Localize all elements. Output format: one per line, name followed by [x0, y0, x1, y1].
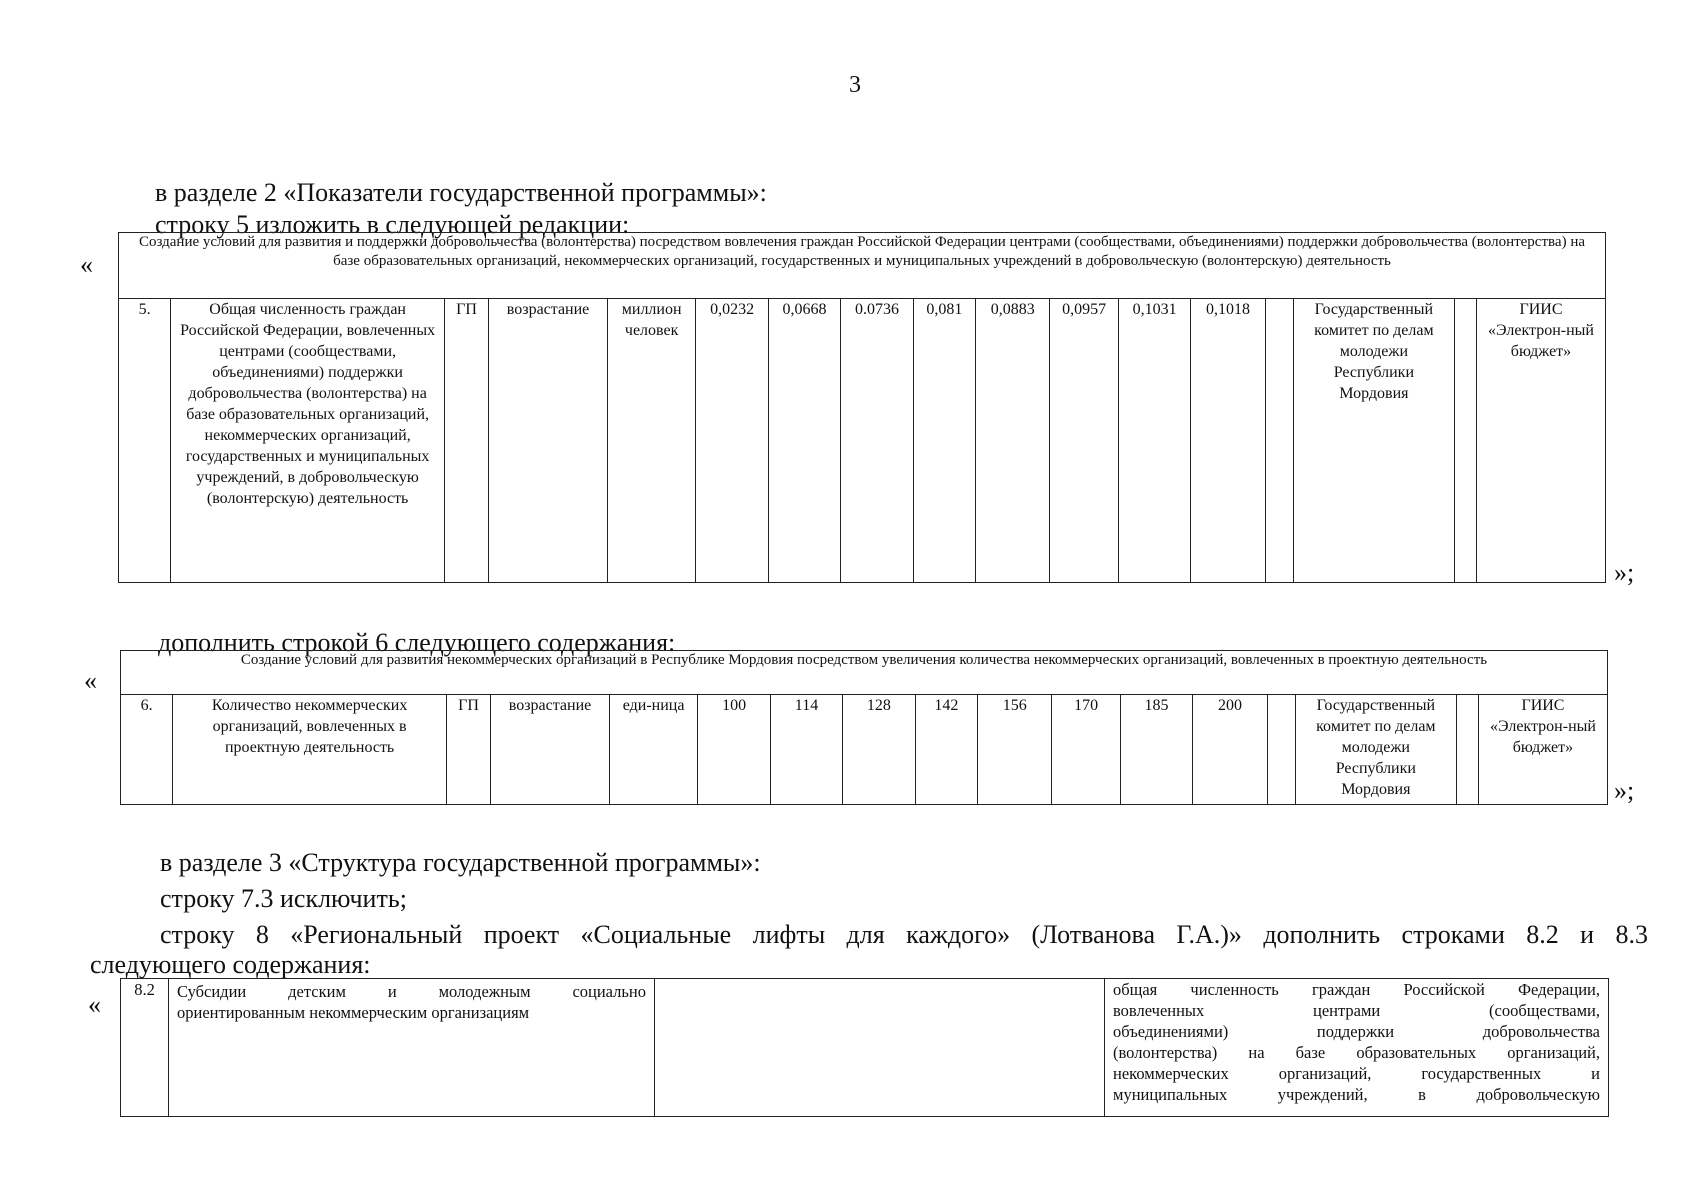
- table1-value: 0,0232: [696, 299, 768, 583]
- table1-responsible: Государственный комитет по делам молодежи Республики Мордовия: [1293, 299, 1454, 583]
- row73-instruction: строку 7.3 исключить;: [160, 884, 407, 913]
- table2-trend: возрастание: [491, 695, 610, 805]
- table2-value: 128: [843, 695, 915, 805]
- page-number: 3: [849, 72, 861, 98]
- structure-table-row82: [120, 978, 1609, 1117]
- table2-value: 142: [915, 695, 977, 805]
- table2-unit: еди-ница: [609, 695, 698, 805]
- table2-info-system: ГИИС «Электрон-ный бюджет»: [1478, 695, 1607, 805]
- table3-indicator-line: муниципальных учреждений, в добровольческую: [1113, 1085, 1600, 1104]
- row8-instruction-line2: следующего содержания:: [90, 950, 371, 979]
- table3-indicator-link: [1105, 979, 1609, 1117]
- table3-indicator-line: некоммерческих организаций, государственных и: [1113, 1064, 1600, 1083]
- table3-indicator-line: (волонтерства) на базе образовательных организаций,: [1113, 1043, 1600, 1062]
- table3-indicator-line: объединениями) поддержки добровольчества: [1113, 1022, 1600, 1041]
- table1-unit: миллион человек: [607, 299, 696, 583]
- table1-level: ГП: [444, 299, 488, 583]
- row6-instruction: дополнить строкой 6 следующего содержания:: [158, 628, 676, 657]
- table1-header: Создание условий для развития и поддержки добровольчества (волонтерства) посредством вовлечения граждан Российской Федерации центрами (сообществами, объединениями) поддержки добровольчества (волонтерства) на базе образовательных организаций, некоммерческих организаций, государственных и муниципальных учреждений в добровольческую (волонтерскую) деятельность: [119, 233, 1606, 299]
- table1-value: 0,0957: [1050, 299, 1118, 583]
- close-quote-1: »;: [1614, 558, 1635, 587]
- table1-value: 0,1031: [1118, 299, 1190, 583]
- row5-instruction: строку 5 изложить в следующей редакции:: [155, 210, 630, 239]
- open-quote-2: «: [84, 666, 97, 695]
- table1-value: 0,081: [913, 299, 975, 583]
- table2-indicator-name: Количество некоммерческих организаций, вовлеченных в проектную деятельность: [173, 695, 447, 805]
- table1-value: 0.0736: [841, 299, 913, 583]
- table2-empty-cell: [1267, 695, 1295, 805]
- table2-empty-cell: [1456, 695, 1478, 805]
- indicators-table-row6: [120, 650, 1608, 805]
- table2-value: 114: [770, 695, 842, 805]
- table2-responsible: Государственный комитет по делам молодежи Республики Мордовия: [1295, 695, 1456, 805]
- section3-heading: в разделе 3 «Структура государственной программы»:: [160, 848, 761, 877]
- row8-instruction-line1: строку 8 «Региональный проект «Социальные лифты для каждого» (Лотванова Г.А.)» дополнить строками 8.2 и 8.3: [160, 920, 1648, 949]
- open-quote-1: «: [80, 250, 93, 279]
- table2-value: 170: [1052, 695, 1120, 805]
- table1-info-system: ГИИС «Электрон-ный бюджет»: [1476, 299, 1605, 583]
- close-quote-2: »;: [1614, 776, 1635, 805]
- table1-row-number: 5.: [119, 299, 171, 583]
- table1-value: 0,1018: [1191, 299, 1265, 583]
- table2-value: 156: [978, 695, 1052, 805]
- table1-value: 0,0668: [768, 299, 840, 583]
- table3-indicator-line: общая численность граждан Российской Федерации,: [1113, 980, 1600, 999]
- table2-level: ГП: [446, 695, 490, 805]
- table2-value: 185: [1120, 695, 1192, 805]
- table1-trend: возрастание: [489, 299, 608, 583]
- table1-indicator-name: Общая численность граждан Российской Федерации, вовлеченных центрами (сообществами, объединениями) поддержки добровольчества (волонтерства) на базе образовательных организаций, некоммерческих организаций, государственных и муниципальных учреждений, в добровольческую (волонтерскую) деятельность: [171, 299, 445, 583]
- open-quote-3: «: [88, 990, 101, 1019]
- table2-header: Создание условий для развития некоммерческих организаций в Республике Мордовия посредством увеличения количества некоммерческих организаций, вовлеченных в проектную деятельность: [121, 651, 1608, 695]
- indicators-table-row5: [118, 232, 1606, 583]
- section2-heading: в разделе 2 «Показатели государственной программы»:: [155, 178, 767, 207]
- table3-effect: [655, 979, 1105, 1117]
- table2-row-number: 6.: [121, 695, 173, 805]
- table3-indicator-line: вовлеченных центрами (сообществами,: [1113, 1001, 1600, 1020]
- table3-task: Субсидии детским и молодежным социально ориентированным некоммерческим организациям: [169, 979, 655, 1117]
- table1-empty-cell: [1265, 299, 1293, 583]
- table2-value: 100: [698, 695, 770, 805]
- table1-empty-cell: [1454, 299, 1476, 583]
- table1-value: 0,0883: [976, 299, 1050, 583]
- table2-value: 200: [1193, 695, 1267, 805]
- table3-row-number: 8.2: [121, 979, 169, 1117]
